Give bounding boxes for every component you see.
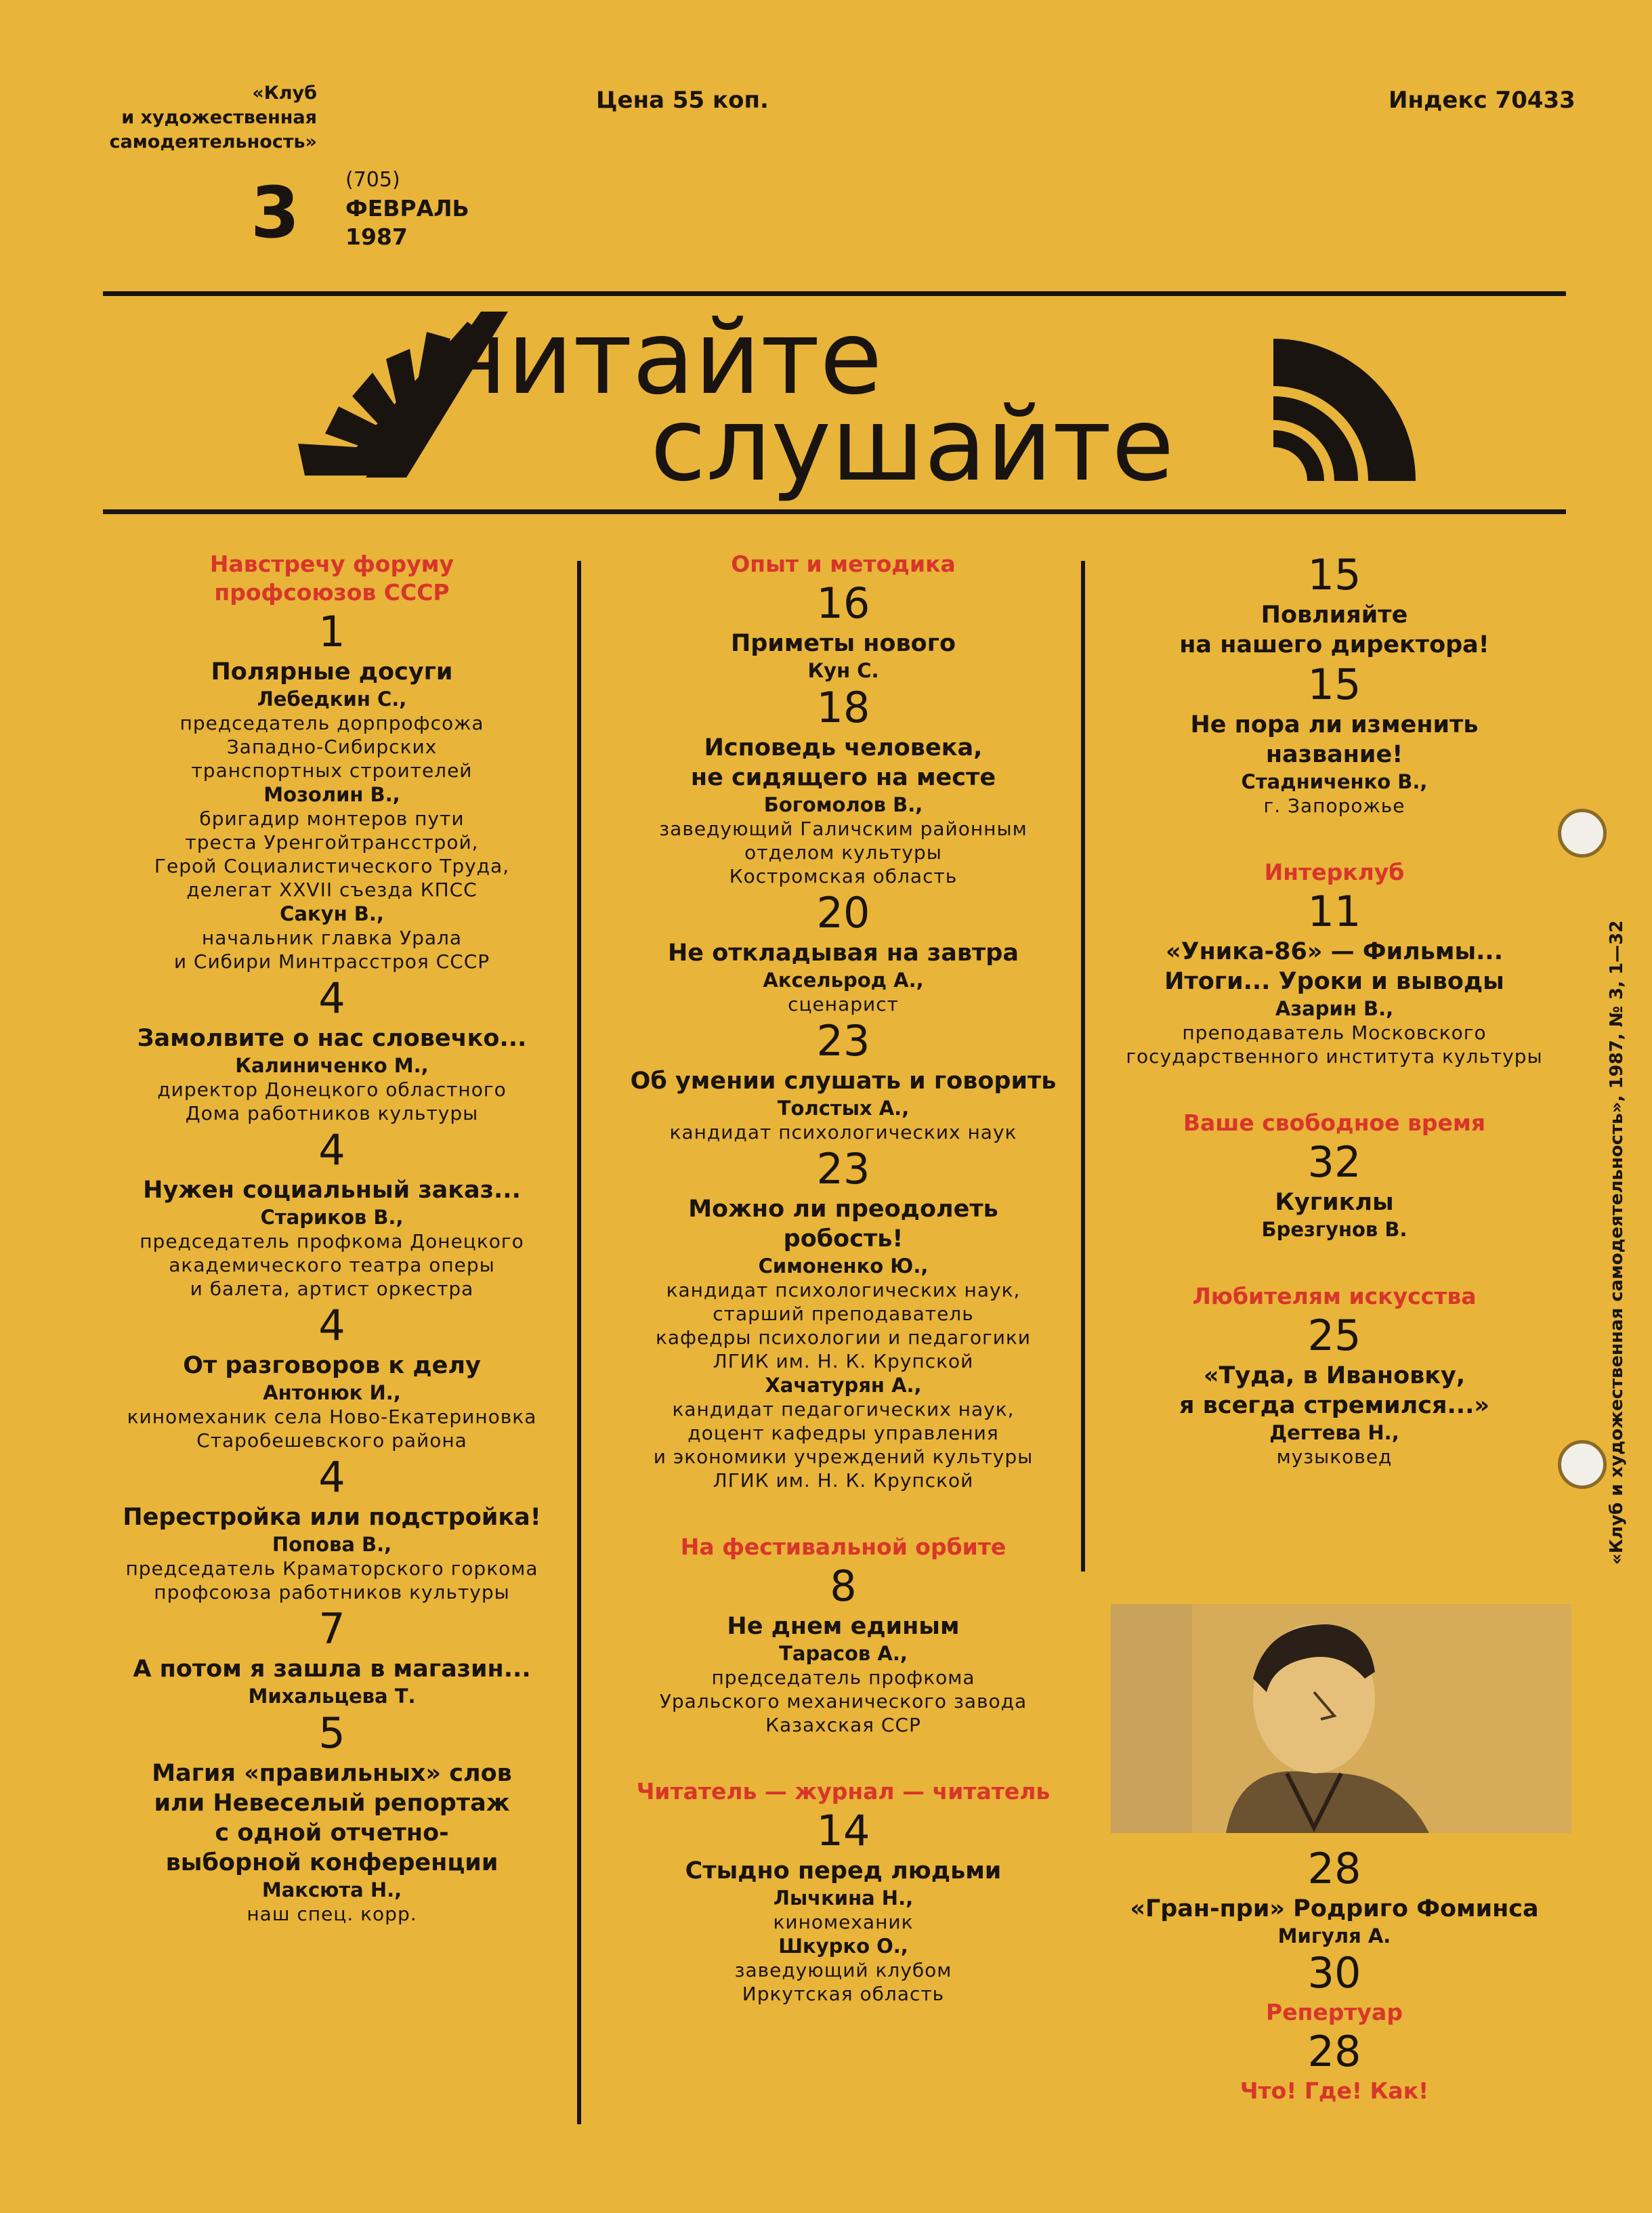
page-number: 30 <box>1307 1948 1361 1998</box>
page-number: 28 <box>1307 2027 1361 2076</box>
author-name: Максюта Н., <box>261 1878 402 1901</box>
page-number: 32 <box>1307 1137 1361 1187</box>
author-role: кандидат педагогических наук, <box>672 1398 1015 1420</box>
section-heading: На фестивальной орбите <box>680 1534 1007 1560</box>
author-role: Казахская ССР <box>765 1714 921 1736</box>
section-block <box>596 550 1090 1492</box>
column-divider-1 <box>577 561 581 2124</box>
article-title: Не пора ли изменить <box>1190 711 1479 738</box>
article-title: Можно ли преодолеть <box>688 1196 998 1223</box>
article-title: Повлияйте <box>1261 602 1408 629</box>
article-list <box>1111 1311 1558 1469</box>
page-number: 11 <box>1307 887 1361 936</box>
author-role: киномеханик <box>773 1911 914 1933</box>
section-heading: Репертуар <box>1266 1999 1403 2025</box>
author-role: г. Запорожье <box>1263 795 1405 817</box>
author-name: Дегтева Н., <box>1269 1421 1399 1444</box>
author-name: Сакун В., <box>280 902 384 925</box>
author-name: Богомолов В., <box>763 793 923 816</box>
magazine-name <box>100 81 317 154</box>
page-number: 7 <box>318 1604 345 1653</box>
author-role: отделом культуры <box>744 841 942 864</box>
author-role: Дома работников культуры <box>185 1102 479 1124</box>
magazine-name-line2: и художественная <box>121 107 317 128</box>
author-role: председатель профкома Донецкого <box>140 1230 524 1252</box>
author-role: делегат XXVII съезда КПСС <box>186 879 478 901</box>
article-title: не сидящего на месте <box>690 764 996 791</box>
article-title: Не днем единым <box>727 1613 960 1640</box>
article-title: Перестройка или подстройка! <box>123 1504 541 1531</box>
contents-entry <box>95 1452 569 1604</box>
page-number: 1 <box>318 607 345 656</box>
article-title: Не откладывая на завтра <box>668 940 1019 967</box>
author-role: и Сибири Минтрасстроя СССР <box>173 950 490 973</box>
author-name: Михальцева Т. <box>248 1685 416 1708</box>
author-role: Герой Социалистического Труда, <box>154 855 510 877</box>
author-name: Антонюк И., <box>263 1381 401 1404</box>
contents-entry <box>95 607 569 973</box>
article-title: Итоги... Уроки и выводы <box>1164 968 1504 995</box>
page-number: 5 <box>318 1708 345 1758</box>
article-title: или Невеселый репортаж <box>154 1790 510 1817</box>
author-name: Шкурко О., <box>778 1935 908 1958</box>
article-title: Полярные досуги <box>211 658 453 686</box>
page-number: 23 <box>816 1144 870 1194</box>
author-role: доцент кафедры управления <box>687 1422 999 1444</box>
article-list <box>95 607 569 1926</box>
author-role: кандидат психологических наук, <box>666 1279 1021 1301</box>
section-heading: Любителям искусства <box>1192 1283 1477 1309</box>
author-role: наш спец. корр. <box>247 1903 417 1925</box>
contents-entry <box>1111 887 1558 1068</box>
article-title: Исповедь человека, <box>704 734 983 761</box>
contents-entry <box>596 1561 1090 1737</box>
article-title: Стыдно перед людьми <box>685 1857 1002 1884</box>
section-block <box>1111 858 1558 1068</box>
page-number: 20 <box>816 888 870 937</box>
author-role: директор Донецкого областного <box>157 1078 507 1101</box>
page-number: 4 <box>318 1301 345 1350</box>
article-title: Магия «правильных» слов <box>152 1760 512 1787</box>
article-title: название! <box>1265 741 1403 768</box>
price: Цена 55 коп. <box>596 87 769 114</box>
page-number: 15 <box>1307 660 1361 709</box>
contents-entry <box>95 1708 569 1926</box>
article-title: Об умении слушать и говорить <box>630 1068 1057 1095</box>
article-title: выборной конференции <box>165 1849 499 1876</box>
portrait-illustration <box>1111 1604 1571 1833</box>
article-title: Кугиклы <box>1275 1189 1394 1216</box>
author-name: Хачатурян А., <box>765 1374 922 1397</box>
magazine-name-line3: самодеятельность» <box>109 131 317 152</box>
page-number: 16 <box>816 578 870 628</box>
contents-column-1 <box>95 550 569 1926</box>
section-heading: Ваше свободное время <box>1183 1110 1486 1136</box>
author-role: сценарист <box>788 993 899 1015</box>
section-blocks <box>1111 858 1558 1469</box>
author-name: Тарасов А., <box>779 1642 908 1665</box>
contents-entry <box>95 1301 569 1452</box>
page-number: 28 <box>1307 1844 1361 1893</box>
author-role: киномеханик села Ново-Екатериновка <box>127 1406 537 1428</box>
masthead-logo <box>95 298 1571 508</box>
section-block <box>596 1533 1090 1737</box>
page-number: 14 <box>816 1806 870 1855</box>
author-name: Толстых А., <box>777 1097 910 1120</box>
contents-entry <box>1111 1311 1558 1469</box>
author-name: Азарин В., <box>1275 997 1394 1020</box>
issue-total-number: (705) <box>345 168 400 192</box>
author-role: старший преподаватель <box>713 1303 974 1325</box>
author-role: начальник главка Урала <box>201 927 463 949</box>
contents-entry <box>596 1806 1090 2006</box>
contents-entry <box>1111 1137 1558 1242</box>
page-number: 23 <box>816 1016 870 1066</box>
author-role: Костромская область <box>729 865 958 887</box>
article-title: с одной отчетно- <box>215 1819 449 1847</box>
author-role: председатель Краматорского горкома <box>125 1557 538 1580</box>
contents-column-3 <box>1111 550 1558 1469</box>
author-role: Иркутская область <box>742 1983 945 2005</box>
article-title: «Туда, в Ивановку, <box>1203 1362 1466 1389</box>
section-heading: Читатель — журнал — читатель <box>636 1778 1051 1805</box>
section-line: профсоюзов СССР <box>214 579 450 606</box>
author-role: и балета, артист оркестра <box>190 1278 474 1300</box>
contents-entry <box>596 1144 1090 1492</box>
page-number: 4 <box>318 1125 345 1175</box>
contents-entry <box>596 683 1090 888</box>
contents-entry <box>1111 550 1558 660</box>
author-role: председатель дорпрофсожа <box>179 712 484 734</box>
author-name: Симоненко Ю., <box>758 1255 929 1278</box>
side-imprint: «Клуб и художественная самодеятельность», 1987, № 3, 1—32 <box>1607 920 1627 1565</box>
author-role: ЛГИК им. Н. К. Крупской <box>713 1469 974 1492</box>
author-role: и экономики учреждений культуры <box>653 1446 1034 1468</box>
contents-entry <box>596 888 1090 1016</box>
author-name: Лебедкин С., <box>257 688 407 711</box>
author-role: государственного института культуры <box>1126 1045 1543 1068</box>
binder-hole-top <box>1558 809 1607 858</box>
article-title: От разговоров к делу <box>183 1352 481 1379</box>
author-role: бригадир монтеров пути <box>199 807 465 830</box>
article-list <box>1111 550 1558 818</box>
author-role: академического театра оперы <box>169 1254 495 1276</box>
binder-hole-bottom <box>1558 1440 1607 1489</box>
author-role: музыковед <box>1276 1446 1393 1468</box>
contents-entry <box>95 973 569 1125</box>
author-name: Лычкина Н., <box>773 1887 914 1910</box>
article-list-after-photo <box>1111 1844 1558 2105</box>
article-title: «Гран-при» Родриго Фоминса <box>1130 1895 1539 1922</box>
section-line: Навстречу форуму <box>209 551 454 577</box>
record-graphic-right <box>1273 339 1416 481</box>
contents-column-2 <box>596 550 1090 2006</box>
author-role: кандидат психологических наук <box>669 1121 1017 1143</box>
issue-number: 3 <box>251 171 300 254</box>
section-heading-forum <box>95 550 569 607</box>
page-number: 4 <box>318 973 345 1023</box>
author-name: Мигуля А. <box>1277 1924 1391 1947</box>
author-role: транспортных строителей <box>191 759 473 782</box>
author-role: ЛГИК им. Н. К. Крупской <box>713 1350 974 1372</box>
article-title: я всегда стремился...» <box>1179 1392 1489 1419</box>
author-name: Попова В., <box>272 1533 392 1556</box>
article-list <box>596 1561 1090 1737</box>
author-role: кафедры психологии и педагогики <box>655 1326 1032 1349</box>
author-name: Кун С. <box>807 659 879 682</box>
article-title: «Уника-86» — Фильмы... <box>1165 938 1504 965</box>
page-number: 8 <box>830 1561 857 1611</box>
page-number: 25 <box>1307 1311 1361 1360</box>
article-list <box>596 1806 1090 2006</box>
article-title: на нашего директора! <box>1179 631 1489 658</box>
article-list <box>596 578 1090 1492</box>
article-list <box>1111 887 1558 1068</box>
article-title: Замолвите о нас словечко... <box>137 1025 527 1052</box>
contents-entry <box>596 578 1090 683</box>
article-title: А потом я зашла в магазин... <box>133 1656 531 1683</box>
contents-entry <box>95 1604 569 1708</box>
author-name: Стариков В., <box>260 1206 404 1229</box>
author-role: заведующий клубом <box>734 1959 952 1981</box>
issue-year: 1987 <box>345 224 408 250</box>
author-role: Западно-Сибирских <box>226 736 438 758</box>
author-role: Старобешевского района <box>196 1429 467 1452</box>
author-name: Калиниченко М., <box>235 1054 429 1077</box>
subscription-index: Индекс 70433 <box>1389 87 1575 114</box>
section-heading: Интерклуб <box>1264 859 1405 885</box>
page-number: 4 <box>318 1452 345 1502</box>
section-heading: Опыт и методика <box>731 551 956 577</box>
article-title: Нужен социальный заказ... <box>143 1177 521 1204</box>
page-number: 15 <box>1307 550 1361 599</box>
top-rule <box>103 291 1566 296</box>
page-number: 18 <box>816 683 870 732</box>
contents-entry <box>596 1016 1090 1144</box>
section-heading: Что! Где! Как! <box>1240 2078 1429 2104</box>
author-role: профсоюза работников культуры <box>154 1581 510 1603</box>
author-role: преподаватель Московского <box>1182 1021 1487 1044</box>
author-name: Мозолин В., <box>263 783 400 806</box>
contents-entry <box>95 1125 569 1301</box>
logo-word-slushaite: слушайте <box>650 386 1174 504</box>
author-name: Брезгунов В. <box>1261 1218 1407 1241</box>
section-block <box>1111 1282 1558 1469</box>
magazine-name-line1: «Клуб <box>252 83 317 104</box>
author-name: Стадниченко В., <box>1241 770 1428 793</box>
contents-entry <box>1111 660 1558 818</box>
author-role: Уральского механического завода <box>659 1690 1028 1712</box>
author-name: Аксельрод А., <box>763 969 924 992</box>
author-role: заведующий Галичским районным <box>659 818 1028 840</box>
issue-month: ФЕВРАЛЬ <box>345 195 469 222</box>
article-title: робость! <box>783 1225 904 1252</box>
section-block <box>1111 1109 1558 1242</box>
section-blocks <box>596 550 1090 2006</box>
author-role: треста Уренгойтрансстрой, <box>185 831 479 853</box>
article-list <box>1111 1137 1558 1242</box>
section-block <box>596 1777 1090 2006</box>
contents-entry <box>1111 1844 1558 1948</box>
logo-bottom-rule <box>103 509 1566 514</box>
logo-word-chitaite: читайте <box>447 299 883 417</box>
article-title: Приметы нового <box>730 630 956 657</box>
portrait-photo <box>1111 1604 1571 1833</box>
author-role: председатель профкома <box>711 1666 975 1689</box>
